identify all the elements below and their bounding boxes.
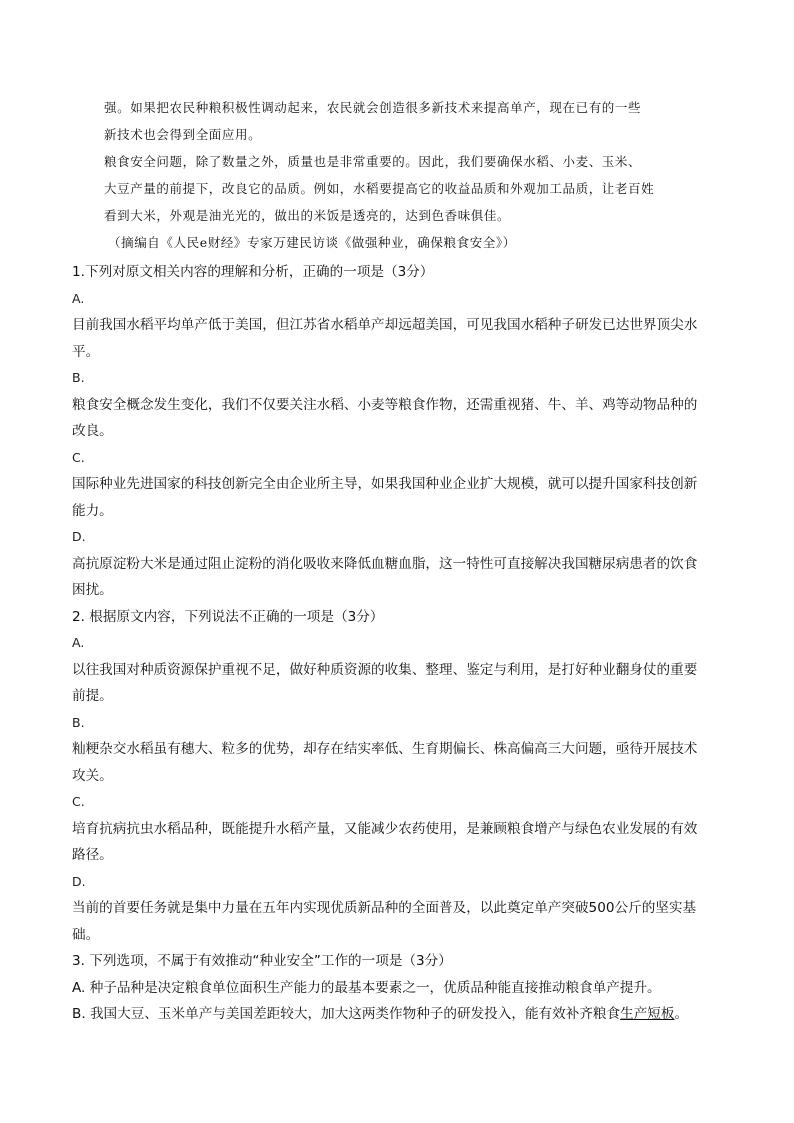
q3-option-a: A. 种子品种是决定粮食单位面积生产能力的最基本要素之一，优质品种能直接推动粮食单产提升。 (72, 979, 661, 996)
question-1-stem: 1.下列对原文相关内容的理解和分析，正确的一项是（3分） (72, 264, 434, 280)
q1-option-c-text: 国际种业先进国家的科技创新完全由企业所主导，如果我国种业企业扩大规模，就可以提升国家科技创新 (72, 476, 698, 492)
question-3-stem: 3. 下列选项，不属于有效推动“种业安全”工作的一项是（3分） (72, 953, 452, 969)
q3-option-b-underlined: 生产短板 (620, 1006, 675, 1022)
q2-option-a-letter: A. (72, 635, 85, 650)
reading-passage (104, 94, 704, 256)
q2-option-b-letter: B. (72, 714, 85, 730)
q2-option-d-text: 当前的首要任务就是集中力量在五年内实现优质新品种的全面普及，以此奠定单产突破500公斤的坚实基 (72, 900, 697, 916)
q1-option-a-text: 平。 (72, 343, 100, 360)
q1-option-a-letter: A. (72, 290, 85, 306)
q1-option-d-text: 高抗原淀粉大米是通过阻止淀粉的消化吸收来降低血糖血脂，这一特性可直接解决我国糖尿病患者的饮食 (72, 555, 698, 572)
q1-option-b-letter: B. (72, 370, 85, 385)
q2-option-b-text: 攻关。 (72, 767, 113, 784)
passage-source: （摘编自《人民e财经》专家万建民访谈《做强种业，确保粮食安全》） (108, 235, 516, 250)
q1-option-d-text: 困扰。 (72, 582, 113, 598)
q2-option-c-text: 路径。 (72, 847, 113, 863)
questions-section (72, 259, 732, 1028)
q3-option-b (72, 1001, 732, 1028)
passage-line: 强。如果把农民种粮积极性调动起来，农民就会创造很多新技术来提高单产，现在已有的一些 (104, 100, 642, 115)
q3-option-b-end: 。 (674, 1006, 689, 1022)
question-2-stem: 2. 根据原文内容，下列说法不正确的一项是（3分） (72, 608, 384, 625)
q1-option-b-text: 粮食安全概念发生变化，我们不仅要关注水稻、小麦等粮食作物，还需重视猪、牛、羊、鸡等动物品种的 (72, 396, 698, 413)
passage-line: 粮食安全问题，除了数量之外，质量也是非常重要的。因此，我们要确保水稻、小麦、玉米、 (104, 154, 642, 169)
passage-line: 新技术也会得到全面应用。 (104, 127, 262, 142)
passage-line: 看到大米，外观是油光光的，做出的米饭是透亮的，达到色香味俱佳。 (104, 208, 511, 223)
q1-option-d-letter: D. (72, 529, 86, 544)
passage-line: 大豆产量的前提下，改良它的品质。例如，水稻要提高它的收益品质和外观加工品质，让老百姓 (104, 181, 655, 196)
q2-option-c-text: 培育抗病抗虫水稻品种，既能提升水稻产量，又能减少农药使用，是兼顾粮食增产与绿色农业发展的有效 (72, 820, 698, 837)
q2-option-a-text: 前提。 (72, 688, 113, 704)
q1-option-a-text: 目前我国水稻平均单产低于美国，但江苏省水稻单产却远超美国，可见我国水稻种子研发已达世界顶尖水 (72, 317, 698, 333)
q2-option-c-letter: C. (72, 794, 85, 809)
q2-option-d-letter: D. (72, 873, 86, 889)
q3-option-b-text: B. 我国大豆、玉米单产与美国差距较大，加大这两类作物种子的研发投入，能有效补齐粮食 (72, 1006, 621, 1022)
q2-option-b-text: 籼粳杂交水稻虽有穗大、粒多的优势，却存在结实率低、生育期偏长、株高偏高三大问题，亟待开展技术 (72, 741, 698, 757)
q2-option-a-text: 以往我国对种质资源保护重视不足，做好种质资源的收集、整理、鉴定与利用，是打好种业翻身仗的重要 (72, 661, 698, 678)
q1-option-c-letter: C. (72, 449, 85, 465)
q2-option-d-text: 础。 (72, 926, 100, 943)
q1-option-b-text: 改良。 (72, 423, 113, 439)
q1-option-c-text: 能力。 (72, 502, 113, 519)
